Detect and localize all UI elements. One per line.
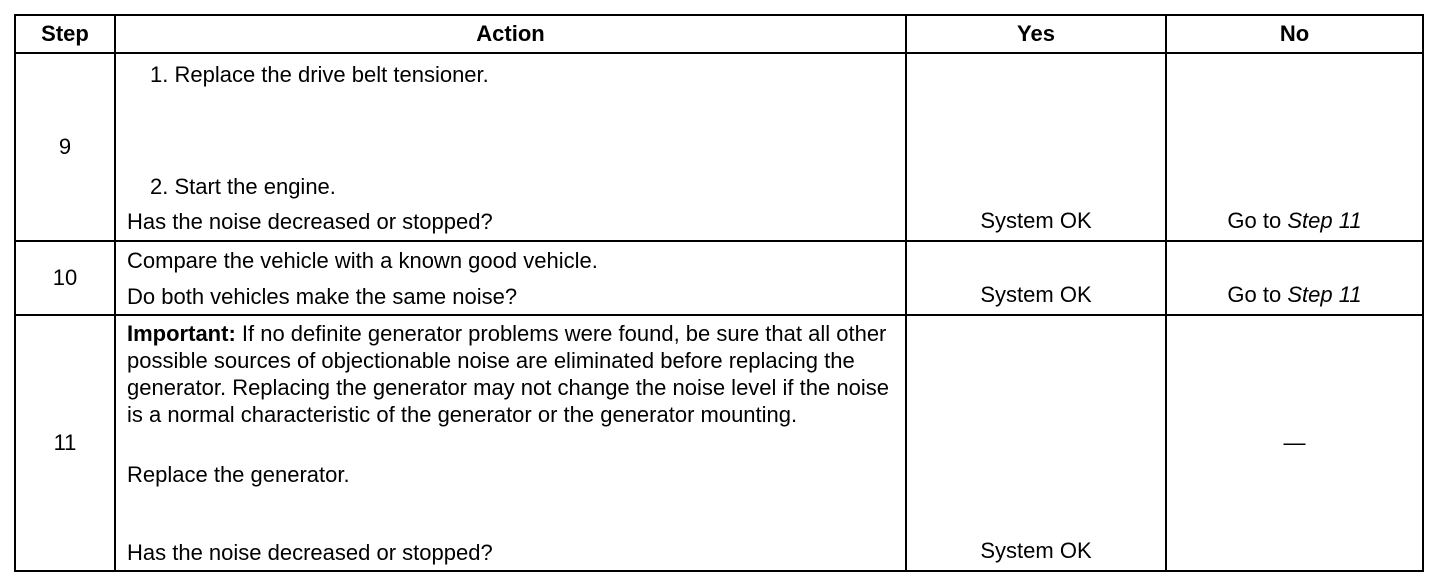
header-yes: Yes	[906, 15, 1166, 53]
step-link: Step 11	[1287, 208, 1362, 233]
action-cell	[115, 315, 906, 571]
no-prefix: Go to	[1227, 208, 1288, 233]
action-cell	[115, 53, 906, 241]
header-no: No	[1166, 15, 1423, 53]
header-action: Action	[115, 15, 906, 53]
step-number: 9	[15, 53, 115, 241]
yes-result: System OK	[906, 241, 1166, 315]
no-result	[1166, 53, 1423, 241]
no-result: —	[1166, 315, 1423, 571]
action-question: Has the noise decreased or stopped?	[127, 209, 493, 234]
action-line: Replace the generator.	[127, 462, 350, 487]
table-row	[15, 241, 1423, 315]
yes-result: System OK	[906, 53, 1166, 241]
step-number: 10	[15, 241, 115, 315]
action-line: Compare the vehicle with a known good vehicle.	[127, 248, 598, 273]
header-row	[15, 15, 1423, 53]
action-cell	[115, 241, 906, 315]
step-number: 11	[15, 315, 115, 571]
table-row	[15, 53, 1423, 241]
no-result	[1166, 241, 1423, 315]
header-step: Step	[15, 15, 115, 53]
yes-result: System OK	[906, 315, 1166, 571]
diagnostic-table	[14, 14, 1424, 572]
action-line: 1. Replace the drive belt tensioner.	[150, 62, 489, 87]
important-note	[127, 320, 897, 428]
action-question: Do both vehicles make the same noise?	[127, 284, 518, 309]
step-link: Step 11	[1287, 282, 1362, 307]
important-label: Important:	[127, 321, 236, 346]
action-question: Has the noise decreased or stopped?	[127, 540, 493, 565]
action-line: 2. Start the engine.	[150, 174, 336, 199]
no-prefix: Go to	[1227, 282, 1288, 307]
important-text: If no definite generator problems were found, be sure that all other possible sources of objectionable noise are eliminated before replacing the generator. Replacing the generator may not change the noise level if the noise is a normal characteristic of the generator or the generator mounting.	[127, 321, 889, 427]
table-row	[15, 315, 1423, 571]
